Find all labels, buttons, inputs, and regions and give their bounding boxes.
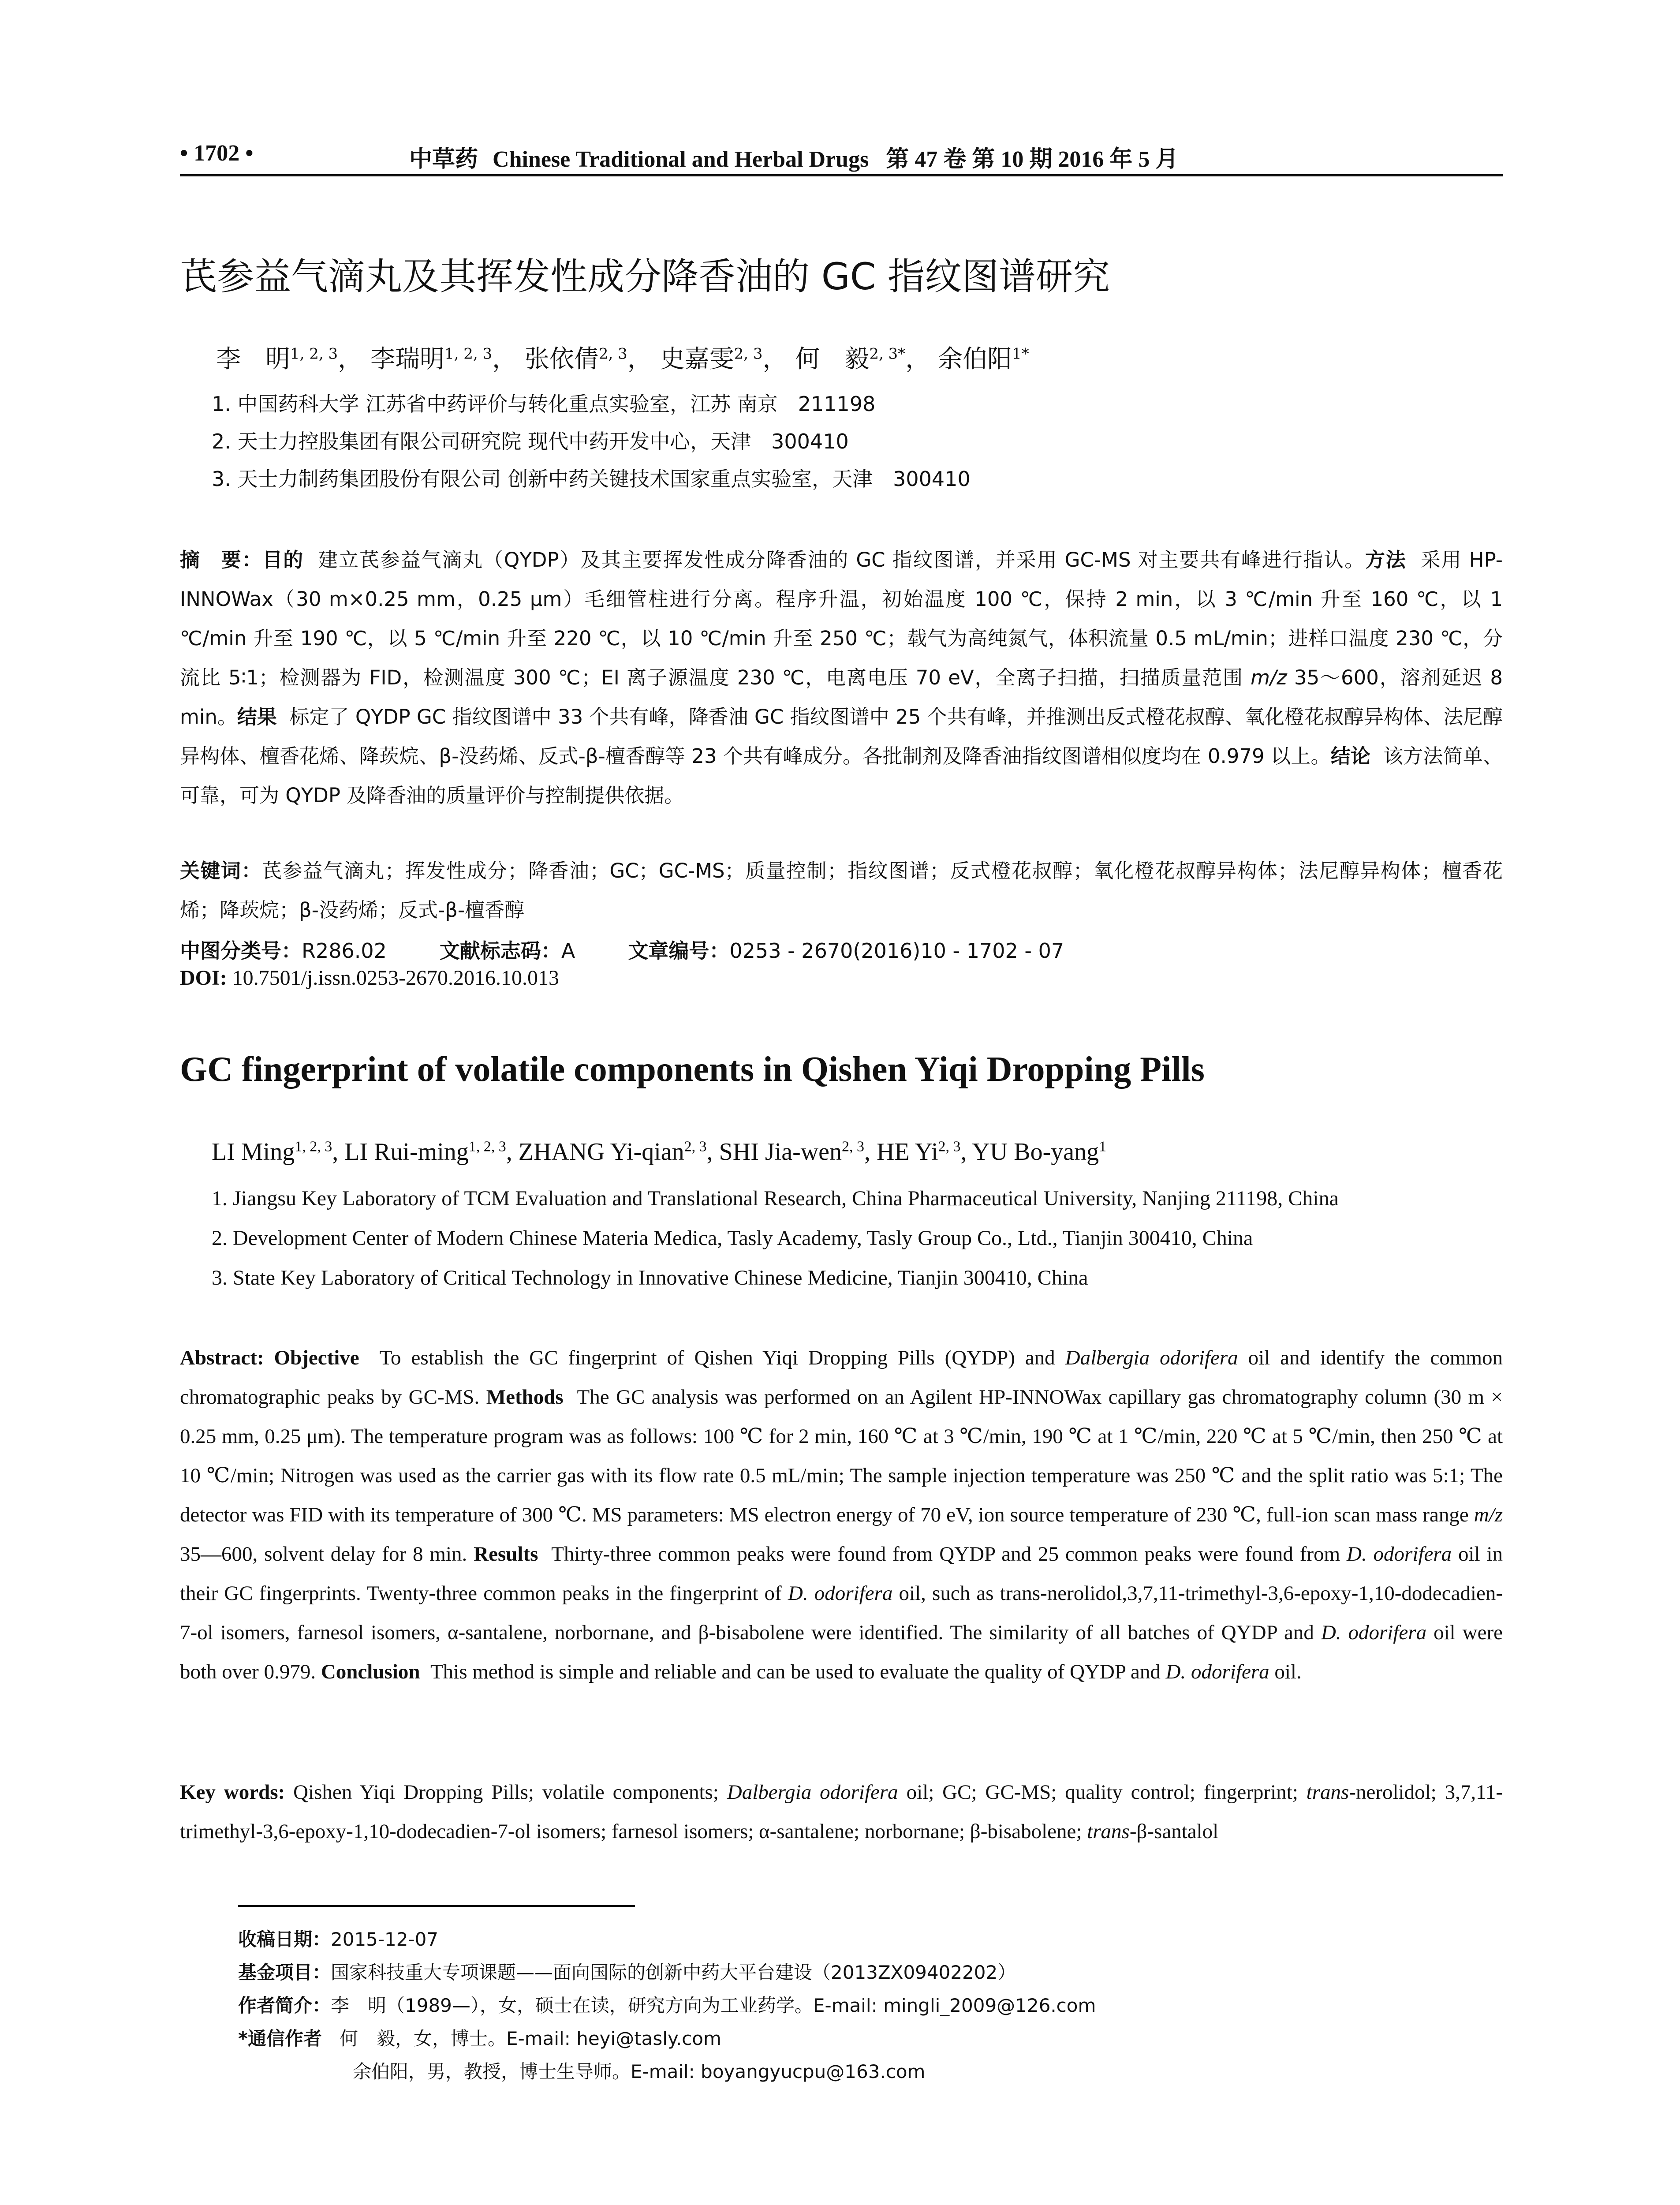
doc-code-value: A [561, 939, 575, 963]
abstract-label: 摘 要： [180, 548, 263, 572]
affiliation-cn-2: 2. 天士力控股集团有限公司研究院 现代中药开发中心，天津 300410 [212, 430, 849, 453]
footnote-author-bio [238, 1991, 1096, 2018]
abstract-en [180, 1338, 1503, 1692]
article-title-cn: 芪参益气滴丸及其挥发性成分降香油的 GC 指纹图谱研究 [180, 255, 1110, 298]
header-rule [180, 174, 1503, 176]
affiliation-en-3: 3. State Key Laboratory of Critical Technology in Innovative Chinese Medicine, Tianjin 300410, China [212, 1266, 1088, 1289]
author-affiliation-marker: 2, 3 [938, 1138, 961, 1155]
results-text: oil, such as trans-nerolidol,3,7,11-trimethyl-3,6-epoxy-1,10-dodecadien-7-ol isomers, farnesol isomers, α-santalene, norbornane, and β-bisabolene were identified. The similarity of all batches of QYDP and [180, 1582, 1503, 1644]
keywords-text: -nerolidol; 3,7,11-trimethyl-3,6-epoxy-1,10-dodecadien-7-ol isomers; farnesol isomers; α-santalene; norbornane; β-bisabolene; [180, 1781, 1503, 1843]
conclusion-label: 结论 [1330, 744, 1371, 768]
author-affiliation-marker: 1, 2, 3 [290, 345, 338, 363]
results-label: Results [474, 1543, 538, 1566]
species-name: Dalbergia odorifera [1065, 1346, 1238, 1369]
author-name: 张依倩 [524, 345, 599, 374]
bio-text: 李 明（1989—），女，硕士在读，研究方向为工业药学。E-mail: mingli_2009@126.com [331, 1995, 1096, 2016]
fund-label: 基金项目： [238, 1962, 331, 1983]
results-text: 标定了 QYDP GC 指纹图谱中 33 个共有峰，降香油 GC 指纹图谱中 25 个共有峰，并推测出反式橙花叔醇、氧化橙花叔醇异构体、法尼醇异构体、檀香花烯、降莰烷、β-没药烯、反式-β-檀香醇等 23 个共有峰成分。各批制剂及降香油指纹图谱相似度均在 0.979 以上。 [180, 705, 1503, 768]
results-label: 结果 [237, 705, 277, 729]
keywords-label: Key words: [180, 1781, 294, 1804]
doi-value[interactable]: 10.7501/j.issn.0253-2670.2016.10.013 [232, 966, 560, 990]
author-list-cn: 李 明$^{1, 2, 3}$， 李瑞明$^{1, 2, 3}$， 张依倩$^{2, 3}$， 史嘉雯$^{2, 3}$， 何 毅$^{2, 3*}$， 余伯阳$^{1*}$ [216, 345, 1029, 374]
objective-label: Objective [274, 1346, 359, 1369]
doi-line [180, 966, 559, 990]
author-affiliation-marker: 2, 3 [842, 1138, 865, 1155]
keywords-en [180, 1773, 1503, 1851]
bio-label: 作者简介： [238, 1995, 331, 2016]
article-title-en: GC fingerprint of volatile components in Qishen Yiqi Dropping Pills [180, 1050, 1205, 1089]
author-affiliation-marker: 1 [1099, 1138, 1107, 1155]
objective-label: 目的 [262, 548, 304, 572]
received-date: 2015-12-07 [331, 1928, 439, 1950]
methods-label: 方法 [1365, 548, 1407, 572]
conclusion-text: oil. [1269, 1660, 1302, 1683]
keywords-text: 芪参益气滴丸；挥发性成分；降香油；GC；GC-MS；质量控制；指纹图谱；反式橙花叔醇；氧化橙花叔醇异构体；法尼醇异构体；檀香花烯；降莰烷；β-没药烯；反式-β-檀香醇 [180, 859, 1503, 922]
author-affiliation-marker: 2, 3 [684, 1138, 707, 1155]
corresponding-author-1: 何 毅，女，博士。E-mail: heyi@tasly.com [340, 2028, 721, 2049]
affiliation-en-2: 2. Development Center of Modern Chinese Materia Medica, Tasly Academy, Tasly Group Co., Ltd., Tianjin 300410, China [212, 1226, 1253, 1250]
results-text: Thirty-three common peaks were found from QYDP and 25 common peaks were found from [551, 1543, 1347, 1566]
corresponding-label: *通信作者 [238, 2028, 322, 2049]
keywords-text: Qishen Yiqi Dropping Pills; volatile components; [293, 1781, 727, 1804]
keywords-label: 关键词： [180, 859, 262, 882]
keywords-text: oil; GC; GC-MS; quality control; fingerprint; [898, 1781, 1307, 1804]
footnote-corresponding [238, 2024, 721, 2051]
footnote-corresponding-2: 余伯阳，男，教授，博士生导师。E-mail: boyangyucpu@163.com [353, 2061, 926, 2082]
methods-text: 35—600, solvent delay for 8 min. [180, 1543, 467, 1566]
affiliation-en-1: 1. Jiangsu Key Laboratory of TCM Evaluation and Translational Research, China Pharmaceutical University, Nanjing 211198, China [212, 1187, 1339, 1210]
results-text: oil were both over 0.979. [180, 1621, 1503, 1683]
author-name: LI Rui-ming [344, 1138, 469, 1166]
author-affiliation-marker: 1* [1012, 345, 1029, 363]
species-name: D. odorifera [1165, 1660, 1269, 1683]
species-name: D. odorifera [1321, 1621, 1427, 1644]
conclusion-text: 该方法简单、可靠，可为 QYDP 及降香油的质量评价与控制提供依据。 [180, 744, 1503, 807]
article-number-label: 文章编号： [628, 939, 730, 963]
affiliation-cn-1: 1. 中国药科大学 江苏省中药评价与转化重点实验室，江苏 南京 211198 [212, 392, 876, 416]
species-name: Dalbergia odorifera [727, 1781, 898, 1804]
abstract-cn [180, 540, 1503, 815]
abstract-label: Abstract: [180, 1346, 274, 1369]
species-name: D. odorifera [1347, 1543, 1452, 1566]
doc-code-label: 文献标志码： [439, 939, 561, 963]
author-affiliation-marker: 2, 3 [734, 345, 763, 363]
author-name: 余伯阳 [938, 345, 1012, 374]
clc-value: R286.02 [302, 939, 387, 963]
journal-name-cn: 中草药 [409, 146, 478, 172]
footnote-received [238, 1925, 438, 1951]
conclusion-text: This method is simple and reliable and can be used to evaluate the quality of QYDP and [430, 1660, 1166, 1683]
article-number-value: 0253 - 2670(2016)10 - 1702 - 07 [729, 939, 1064, 963]
author-affiliation-marker: 2, 3* [869, 345, 906, 363]
author-name: YU Bo-yang [972, 1138, 1099, 1166]
received-label: 收稿日期： [238, 1928, 331, 1950]
author-affiliation-marker: 2, 3 [598, 345, 627, 363]
author-name: 李瑞明 [370, 345, 444, 374]
author-name: HE Yi [877, 1138, 938, 1166]
conclusion-label: Conclusion [321, 1660, 420, 1683]
fund-text: 国家科技重大专项课题——面向国际的创新中药大平台建设（2013ZX09402202） [331, 1962, 1016, 1983]
author-affiliation-marker: 1, 2, 3 [295, 1138, 332, 1155]
author-name: 李 明 [216, 345, 290, 374]
keywords-text: -β-santalol [1129, 1820, 1219, 1843]
author-name: 何 毅 [795, 345, 870, 374]
objective-text: 建立芪参益气滴丸（QYDP）及其主要挥发性成分降香油的 GC 指纹图谱，并采用 GC-MS 对主要共有峰进行指认。 [318, 548, 1365, 572]
classification-line [180, 935, 1064, 964]
doi-label: DOI: [180, 966, 227, 990]
italic-prefix: trans [1087, 1820, 1130, 1843]
issue-info: 第 47 卷 第 10 期 2016 年 5 月 [886, 147, 1179, 172]
author-affiliation-marker: 1, 2, 3 [468, 1138, 506, 1155]
page-number: • 1702 • [180, 141, 254, 166]
author-affiliation-marker: 1, 2, 3 [444, 345, 493, 363]
affiliation-cn-3: 3. 天士力制药集团股份有限公司 创新中药关键技术国家重点实验室，天津 300410 [212, 467, 971, 491]
author-name: LI Ming [212, 1138, 295, 1166]
methods-text-tail: 35～600，溶剂延迟 8 min。 [180, 666, 1503, 729]
mz-symbol: m/z [1474, 1503, 1503, 1526]
methods-text: 采用 HP-INNOWax（30 m×0.25 mm，0.25 μm）毛细管柱进行分离。程序升温，初始温度 100 ℃，保持 2 min，以 3 ℃/min 升至 160 ℃，以 1 ℃/min 升至 190 ℃，以 5 ℃/min 升至 220 ℃，以 10 ℃/min 升至 250 ℃；载气为高纯氮气，体积流量 0.5 mL/min；进样口温度 230 ℃，分流比 5∶1；检测器为 FID，检测温度 300 ℃；EI 离子源温度 230 ℃，电离电压 70 eV，全离子扫描，扫描质量范围 [180, 548, 1503, 689]
italic-prefix: trans [1306, 1781, 1349, 1804]
clc-label: 中图分类号： [180, 939, 302, 963]
mz-symbol: m/z [1251, 666, 1287, 689]
methods-text: The GC analysis was performed on an Agilent HP-INNOWax capillary gas chromatography column (30 m × 0.25 mm, 0.25 μm). The temperature program was as follows: 100 ℃ for 2 min, 160 ℃ at 3 ℃/min, 190 ℃ at 1 ℃/min, 220 ℃ at 5 ℃/min, then 250 ℃ at 10 ℃/min; Nitrogen was used as the carrier gas with its flow rate 0.5 mL/min; The sample injection temperature was 250 ℃ and the split ratio was 5:1; The detector was FID with its temperature of 300 ℃. MS parameters: MS electron energy of 70 eV, ion source temperature of 230 ℃, full-ion scan mass range [180, 1386, 1503, 1526]
author-name: SHI Jia-wen [719, 1138, 842, 1166]
objective-text: oil and identify the common chromatographic peaks by GC-MS. [180, 1346, 1503, 1409]
journal-name-en: Chinese Traditional and Herbal Drugs [493, 147, 869, 172]
keywords-cn [180, 851, 1503, 930]
footnote-rule [238, 1905, 635, 1907]
results-text: oil in their GC fingerprints. Twenty-three common peaks in the fingerprint of [180, 1543, 1503, 1605]
footnote-fund [238, 1958, 1016, 1984]
objective-text: To establish the GC fingerprint of Qishen Yiqi Dropping Pills (QYDP) and [379, 1346, 1065, 1369]
author-name: ZHANG Yi-qian [518, 1138, 684, 1166]
journal-name [409, 140, 1178, 173]
running-header [180, 140, 1503, 172]
species-name: D. odorifera [788, 1582, 893, 1605]
author-name: 史嘉雯 [660, 345, 734, 374]
methods-label: Methods [486, 1386, 564, 1409]
author-list-en: LI Ming$^{1, 2, 3}$, LI Rui-ming$^{1, 2, 3}$, ZHANG Yi-qian$^{2, 3}$, SHI Jia-wen$^{2, 3}$, HE Yi$^{2, 3}$, YU Bo-yang$^1$ [212, 1138, 1107, 1166]
